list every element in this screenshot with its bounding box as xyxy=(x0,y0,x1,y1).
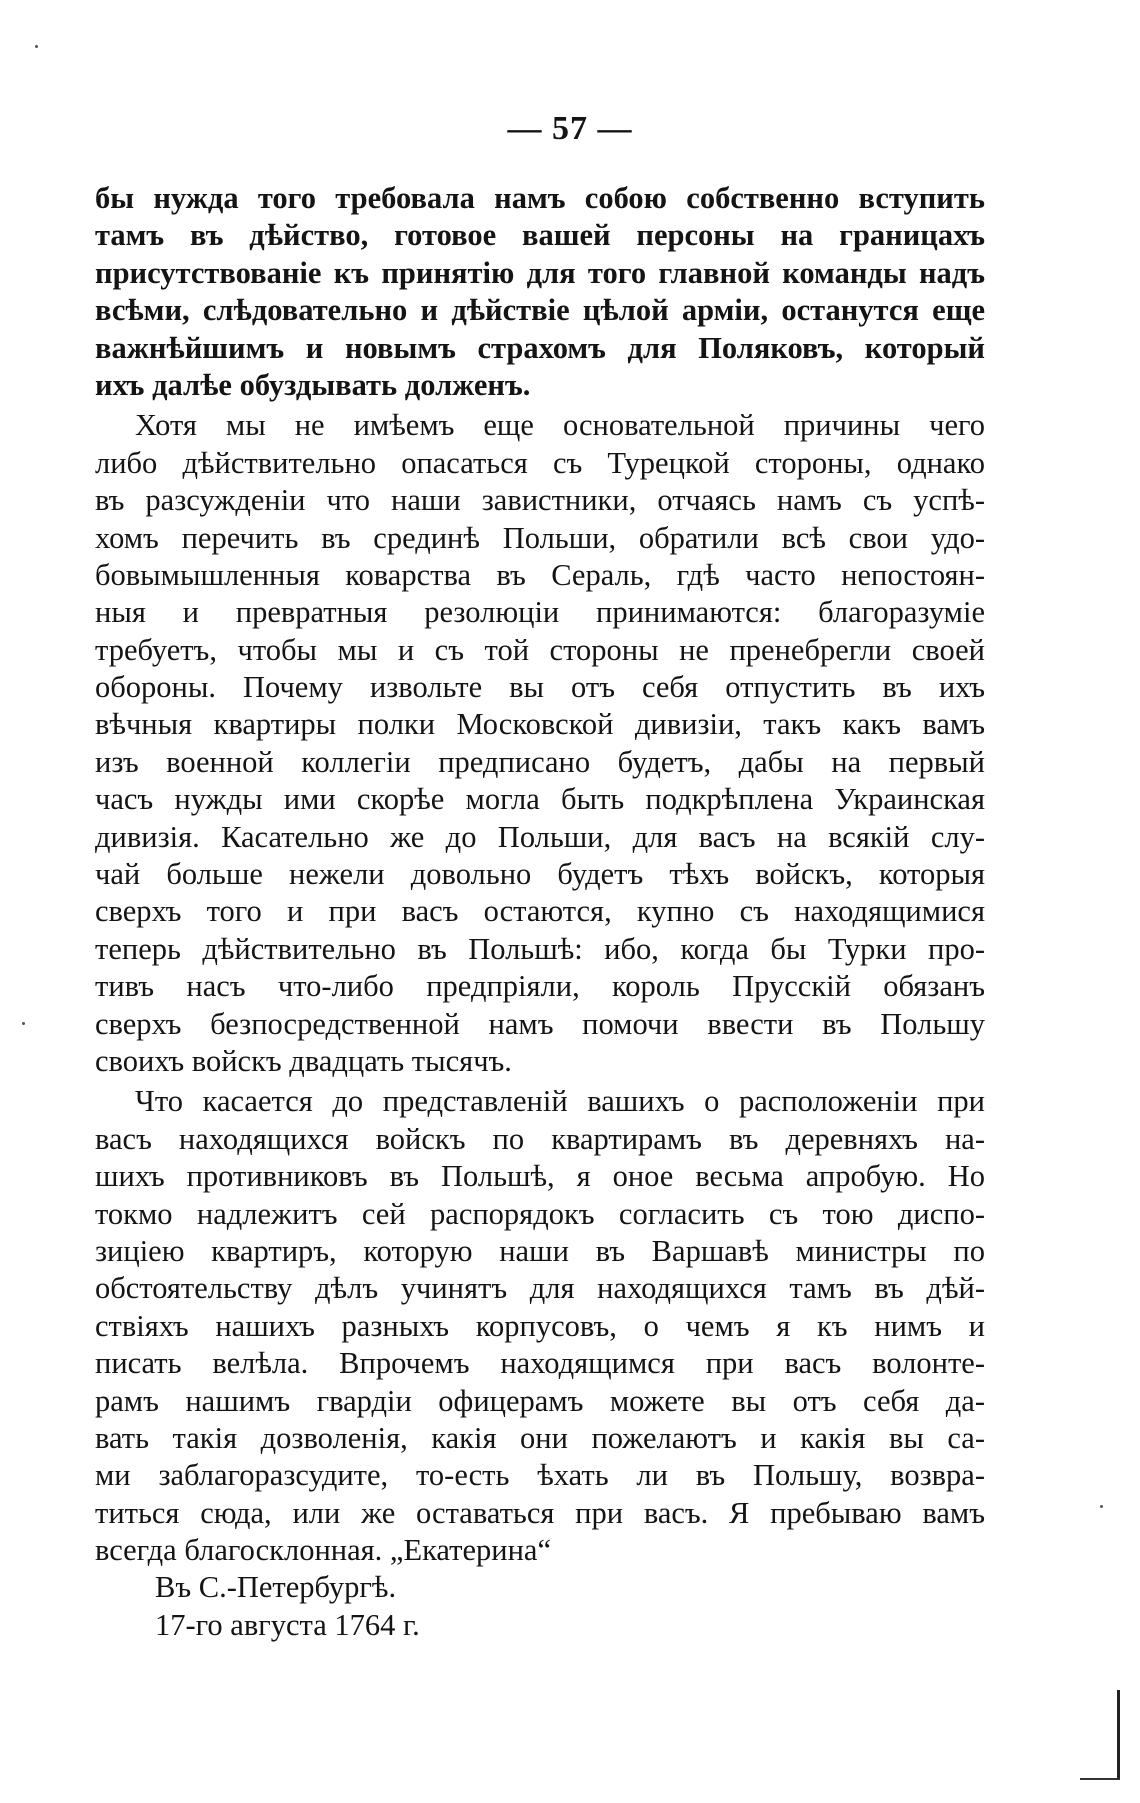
text-line: зиціею квартиръ, которую наши въ Варшавѣ министры по xyxy=(95,1233,985,1268)
scan-edge-foot xyxy=(1080,1778,1120,1780)
text-line: Хотя мы не имѣемъ еще основательной причины чего xyxy=(135,408,985,443)
scan-edge-mark xyxy=(1117,1690,1120,1780)
text-line: писать велѣла. Впрочемъ находящимся при васъ волонте- xyxy=(95,1346,985,1381)
text-line: ствіяхъ нашихъ разныхъ корпусовъ, о чемъ я къ нимъ и xyxy=(95,1308,985,1343)
text-line: токмо надлежитъ сей распорядокъ согласить съ тою диспо- xyxy=(95,1196,985,1231)
paragraph-2 xyxy=(95,407,985,1080)
body-text xyxy=(95,180,985,1644)
text-line: бовымышленныя коварства въ Сераль, гдѣ часто непостоян- xyxy=(95,557,985,592)
text-line: всегда благосклонная. „Екатерина“ xyxy=(95,1533,552,1568)
text-line: чай больше нежели довольно будетъ тѣхъ войскъ, которыя xyxy=(95,857,985,892)
text-line: сверхъ безпосредственной намъ помочи ввести въ Польшу xyxy=(95,1006,985,1041)
text-line: обстоятельству дѣлъ учинятъ для находящихся тамъ въ дѣй- xyxy=(95,1271,985,1306)
page-number: — 57 — xyxy=(507,110,633,147)
text-line: тамъ въ дѣйство, готовое вашей персоны на границахъ xyxy=(95,218,985,253)
text-line: титься сюда, или же оставаться при васъ. Я пребываю вамъ xyxy=(95,1495,985,1530)
text-line: вѣчныя квартиры полки Московской дивизіи, такъ какъ вамъ xyxy=(95,707,985,742)
text-line: сверхъ того и при васъ остаются, купно съ находящимися xyxy=(95,894,985,929)
text-line: важнѣйшимъ и новымъ страхомъ для Поляковъ, который xyxy=(95,330,985,365)
text-line: присутствованіе къ принятію для того главной команды надъ xyxy=(95,255,985,290)
text-line: ихъ далѣе обуздывать долженъ. xyxy=(95,367,531,402)
text-line: вать такія дозволенія, какія они пожелаютъ и какія вы са- xyxy=(95,1420,985,1455)
text-line: либо дѣйствительно опасаться съ Турецкой стороны, однако xyxy=(95,445,985,480)
text-line: шихъ противниковъ въ Польшѣ, я оное весьма апробую. Но xyxy=(95,1159,985,1194)
text-line: тивъ насъ что-либо предпріяли, король Прусскій обязанъ xyxy=(95,969,985,1004)
closing-date: 17-го августа 1764 г. xyxy=(155,1607,420,1642)
text-line: ныя и превратныя резолюціи принимаются: благоразуміе xyxy=(95,595,985,630)
text-line: васъ находящихся войскъ по квартирамъ въ деревняхъ на- xyxy=(95,1121,985,1156)
text-line: бы нужда того требовала намъ собою собственно вступить xyxy=(95,181,985,215)
text-line: всѣми, слѣдовательно и дѣйствіе цѣлой арміи, останутся еще xyxy=(95,293,985,328)
scan-speck xyxy=(22,1022,25,1025)
text-line: теперь дѣйствительно въ Польшѣ: ибо, когда бы Турки про- xyxy=(95,931,985,966)
text-line: своихъ войскъ двадцать тысячъ. xyxy=(95,1043,512,1078)
paragraph-1 xyxy=(95,180,985,404)
text-line: требуетъ, чтобы мы и съ той стороны не пренебрегли своей xyxy=(95,632,985,667)
text-line: обороны. Почему извольте вы отъ себя отпустить въ ихъ xyxy=(95,670,985,705)
closing-place: Въ С.-Петербургѣ. xyxy=(155,1570,397,1605)
text-line: ми заблагоразсудите, то-есть ѣхать ли въ Польшу, возвра- xyxy=(95,1458,985,1493)
text-line: изъ военной коллегіи предписано будетъ, дабы на первый xyxy=(95,744,985,779)
text-line: хомъ перечить въ срединѣ Польши, обратили всѣ свои удо- xyxy=(95,520,985,555)
paragraph-3 xyxy=(95,1083,985,1569)
text-line: рамъ нашимъ гвардіи офицерамъ можете вы отъ себя да- xyxy=(95,1383,985,1418)
text-line: часъ нужды ими скорѣе могла быть подкрѣплена Украинская xyxy=(95,782,985,817)
scan-speck xyxy=(1100,1505,1103,1508)
scan-speck xyxy=(35,45,38,48)
text-line: Что касается до представленій вашихъ о расположеніи при xyxy=(135,1084,985,1119)
text-line: дивизія. Касательно же до Польши, для васъ на всякій слу- xyxy=(95,819,985,854)
text-line: въ разсужденіи что наши завистники, отчаясь намъ съ успѣ- xyxy=(95,483,985,518)
